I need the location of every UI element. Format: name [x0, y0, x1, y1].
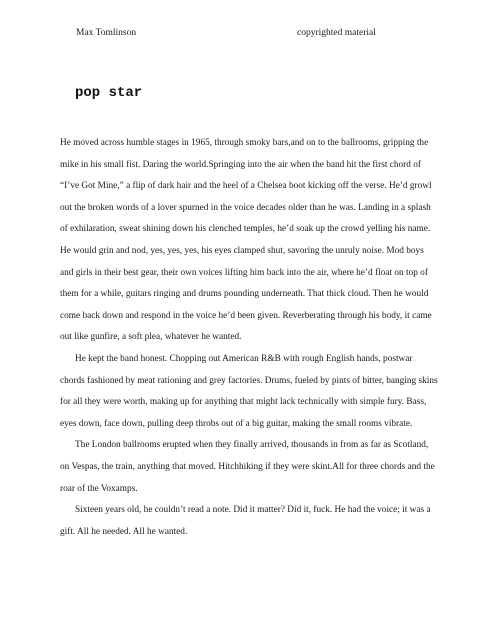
paragraph-1: He moved across humble stages in 1965, through smoky bars,and on to the ballrooms, gripping the mike in his small fist. Daring the world.Springing into the air when the band hit the first chord of “I’ve Got Mine,” a flip of dark hair and the heel of a Chelsea boot kicking off the verse. He’d growl out the broken words of a lover spurned in the voice decades older than he was. Landing in a splash of exhilaration, sweat shining down his clenched temples, he’d soak up the crowd yelling his name. He would grin and nod, yes, yes, yes, his eyes clamped shut, savoring the unruly noise. Mod boys and girls in their best gear, their own voices lifting him back into the air, where he’d float on top of them for a while, guitars ringing and drums pounding underneath. That thick cloud. Then he would come back down and respond in the voice he’d been given. Reverberating through his body, it came out like gunfire, a soft plea, whatever he wanted.	[60, 138, 432, 343]
paragraph-2: He kept the band honest. Chopping out American R&B with rough English hands, postwar chords fashioned by meat rationing and grey factories. Drums, fueled by pints of bitter, banging skins for all they were worth, making up for anything that might lack technically with simple fury. Bass, eyes down, face down, pulling deep throbs out of a big guitar, making the small rooms vibrate.	[60, 353, 438, 429]
paragraph-3: The London ballrooms erupted when they finally arrived, thousands in from as far as Scotland, on Vespas, the train, anything that moved. Hitchhiking if they were skint.All for three chords and the roar of the Voxamps.	[60, 440, 435, 494]
paragraph-4: Sixteen years old, he couldn’t read a note. Did it matter? Did it, fuck. He had the voice; it was a gift. All he needed. All he wanted.	[60, 505, 431, 537]
chapter-title: pop star	[75, 85, 143, 101]
header-copyright-notice: copyrighted material	[297, 28, 376, 38]
body-text	[60, 133, 438, 543]
header-author: Max Tomlinson	[76, 28, 137, 38]
